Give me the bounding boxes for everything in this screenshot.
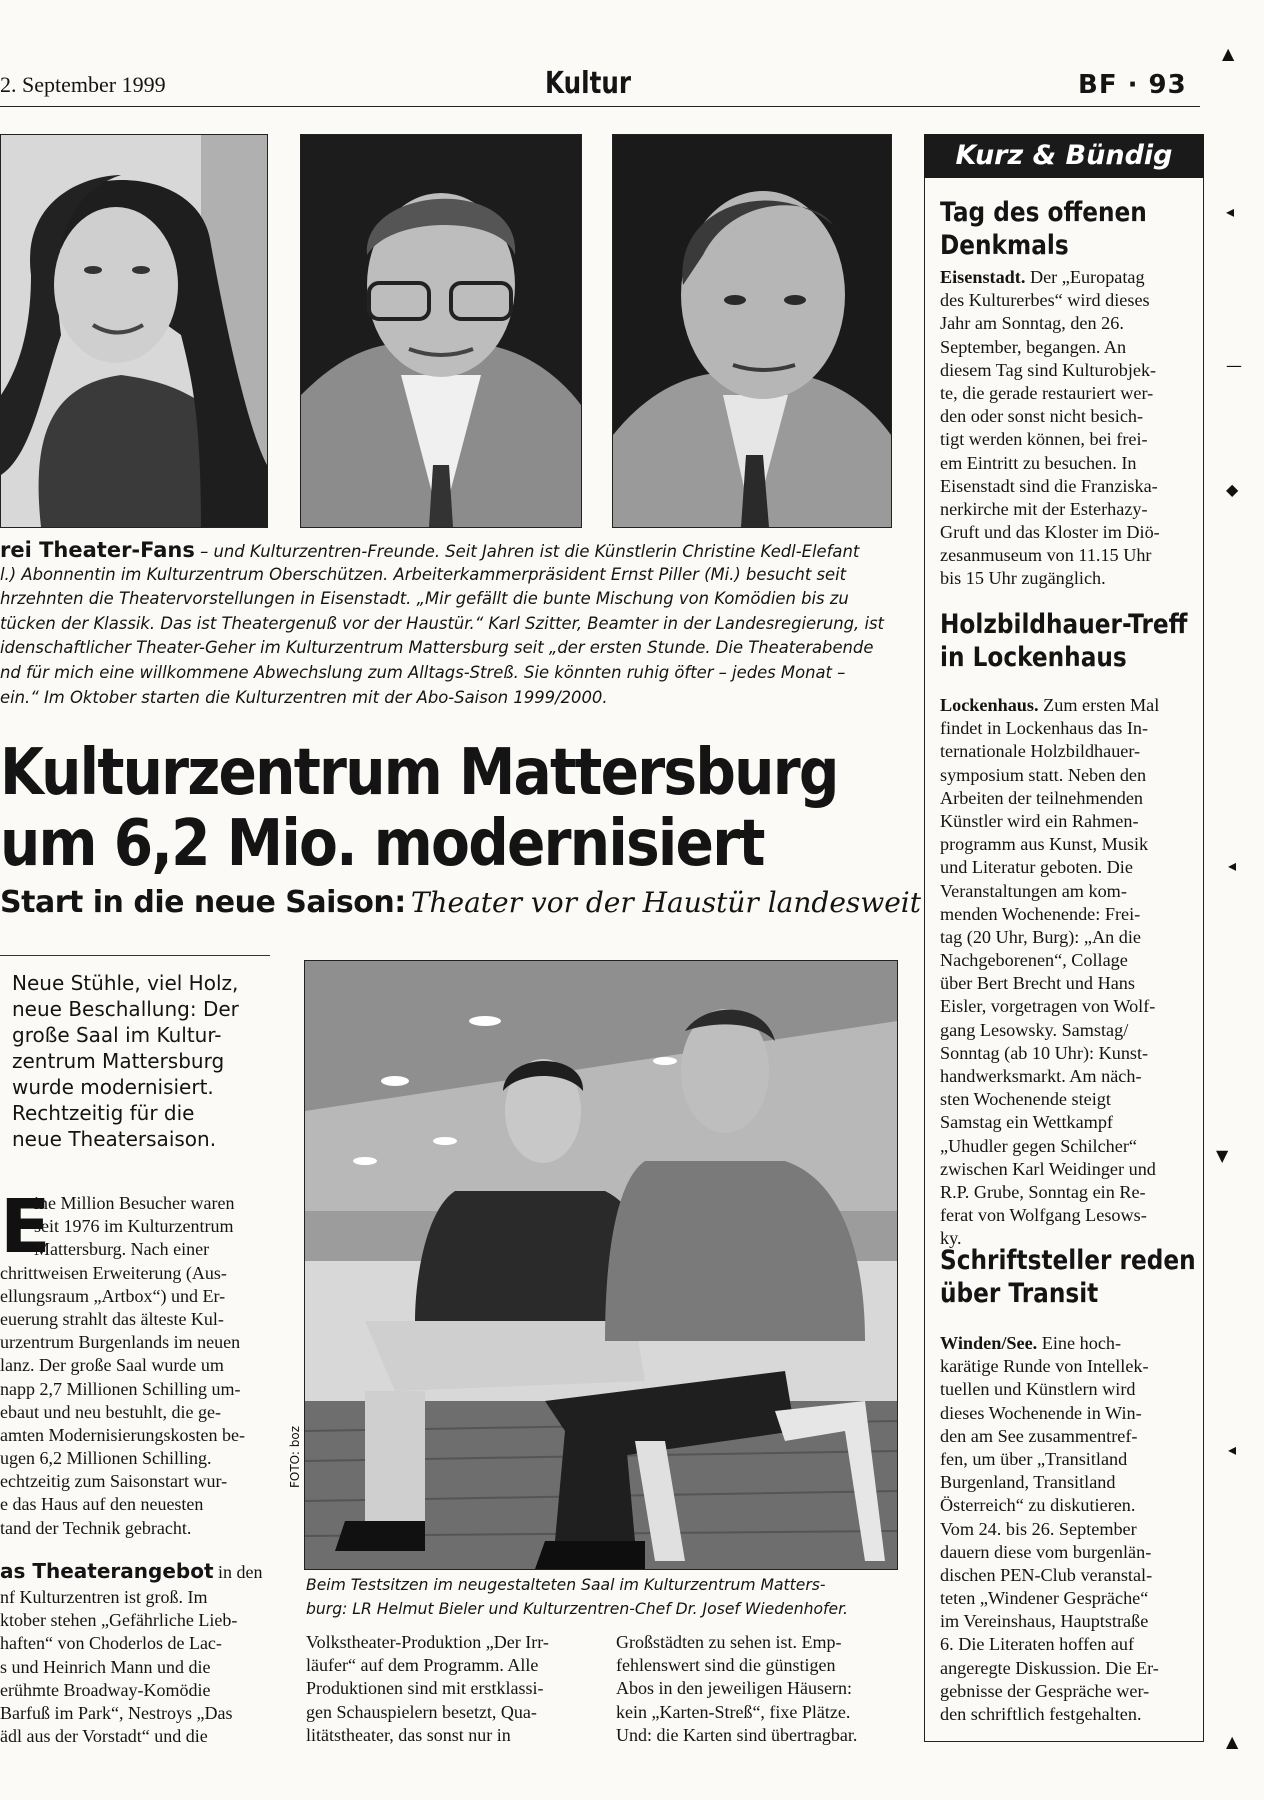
sidebar-line: Jahr am Sonntag, den 26.: [940, 313, 1124, 334]
intro-line: Neue Stühle, viel Holz,: [12, 971, 239, 995]
body-line: urzentrum Burgenlands im neuen: [0, 1332, 241, 1353]
sidebar-line: Künstler wird ein Rahmen-: [940, 810, 1139, 831]
section-title: Kultur: [545, 66, 631, 101]
sidebar-line: programm aus Kunst, Musik: [940, 834, 1149, 855]
sidebar-line: symposium statt. Neben den: [940, 764, 1147, 785]
body-line: ugen 6,2 Millionen Schilling.: [0, 1448, 212, 1469]
sidebar-line: dieses Wochenende in Win-: [940, 1402, 1142, 1423]
portrait-photo-man-checked-jacket: [612, 134, 892, 528]
sidebar-line: em Eintritt zu besuchen. In: [940, 452, 1137, 473]
body-line: tand der Technik gebracht.: [0, 1517, 192, 1538]
sidebar-line: und Literatur geboten. Die: [940, 857, 1133, 878]
body-line: lanz. Der große Saal wurde um: [0, 1355, 224, 1376]
body-line: nf Kulturzentren ist groß. Im: [0, 1587, 208, 1607]
subheadline: [0, 885, 921, 920]
article-column-3: [616, 1631, 906, 1747]
dropcap: E: [0, 1184, 51, 1270]
caption-line: idenschaftlicher Theater-Geher im Kulturzentrum Mattersburg seit „der ersten Stunde. Die Theaterabende: [0, 638, 874, 658]
sidebar-line: Veranstaltungen am kom-: [940, 880, 1127, 901]
headline-line-1: Kulturzentrum Mattersburg: [0, 736, 838, 810]
article-column-2: [306, 1631, 596, 1747]
sidebar-line: gebnisse der Gespräche wer-: [940, 1680, 1150, 1701]
sidebar-line: fen, um über „Transitland: [940, 1448, 1128, 1469]
body-line: ktober stehen „Gefährliche Lieb-: [0, 1610, 238, 1631]
caption-line: nd für mich eine willkommene Abwechslung zum Alltags-Streß. Sie könnten ruhig öfter – jedes Monat –: [0, 662, 846, 682]
body-line: gen Schauspielern besetzt, Qua-: [306, 1701, 537, 1722]
sidebar-line: Arbeiten der teilnehmenden: [940, 787, 1144, 808]
portrait-caption: [0, 538, 895, 710]
body-line: erühmte Broadway-Komödie: [0, 1679, 211, 1700]
sidebar-line: Österreich“ zu diskutieren.: [940, 1495, 1136, 1516]
margin-mark: —: [1226, 356, 1242, 375]
margin-mark: ◂: [1228, 856, 1237, 875]
sidebar-line: findet in Lockenhaus das In-: [940, 718, 1149, 739]
sidebar-line: den schriftlich festgehalten.: [940, 1704, 1142, 1724]
body-line: Und: die Karten sind übertragbar.: [616, 1724, 858, 1745]
intro-line: große Saal im Kultur-: [12, 1023, 222, 1047]
photo-caption-line: burg: LR Helmut Bieler und Kulturzentren-Chef Dr. Josef Wiedenhofer.: [306, 1600, 849, 1618]
sidebar-line: tigt werden können, bei frei-: [940, 429, 1148, 450]
sidebar-item-heading: in Lockenhaus: [940, 642, 1127, 673]
article-intro: [12, 970, 302, 1152]
body-line: Abos in den jeweiligen Häusern:: [616, 1678, 852, 1699]
sidebar-line: des Kulturerbes“ wird dieses: [940, 290, 1150, 311]
sidebar-line: ky.: [940, 1228, 962, 1249]
body-line: läufer“ auf dem Programm. Alle: [306, 1655, 539, 1676]
sidebar-title: Kurz & Bündig: [924, 134, 1204, 178]
portrait-photo-man-glasses: [300, 134, 582, 528]
sidebar-line: menden Wochenende: Frei-: [940, 903, 1141, 924]
sidebar-line: ternationale Holzbildhauer-: [940, 741, 1141, 762]
body-line: ädl aus der Vorstadt“ und die: [0, 1726, 208, 1747]
body-line: Produktionen sind mit erstklassi-: [306, 1678, 544, 1699]
sidebar-line: angeregte Diskussion. Die Er-: [940, 1657, 1159, 1678]
margin-mark: ▼: [1216, 1146, 1229, 1165]
sidebar-line: karätige Runde von Intellek-: [940, 1356, 1149, 1377]
sidebar-line: dischen PEN-Club veranstal-: [940, 1564, 1153, 1585]
sidebar-item-heading: über Transit: [940, 1278, 1099, 1309]
sidebar-item-heading: Denkmals: [940, 230, 1069, 261]
sidebar-line: Der „Europatag: [1025, 267, 1145, 287]
sidebar-item-heading: Schriftsteller reden: [940, 1245, 1196, 1276]
headline: [0, 738, 838, 880]
sidebar-line: „Uhudler gegen Schilcher“: [940, 1135, 1137, 1156]
sidebar-line: zwischen Karl Weidinger und: [940, 1158, 1156, 1179]
body-line: in den: [213, 1562, 263, 1582]
sidebar-item-denkmal: [940, 196, 1190, 591]
header-rule: [0, 106, 1200, 107]
body-line: litätstheater, das sonst nur in: [306, 1724, 511, 1745]
sidebar-line: tag (20 Uhr, Burg): „An die: [940, 926, 1141, 947]
sidebar-line: Samstag ein Wettkampf: [940, 1112, 1113, 1133]
margin-mark: ▲: [1222, 44, 1235, 63]
group-photo-caption: [306, 1573, 902, 1621]
sidebar-line: Gruft und das Kloster im Diö-: [940, 522, 1160, 543]
sidebar-line: teten „Windener Gespräche“: [940, 1588, 1149, 1609]
sidebar-item-schriftsteller: [940, 1244, 1196, 1726]
body-line: Großstädten zu sehen ist. Emp-: [616, 1632, 842, 1652]
sidebar-item-place: Lockenhaus.: [940, 695, 1039, 715]
sidebar-line: bis 15 Uhr zugänglich.: [940, 568, 1106, 589]
body-line: fehlenswert sind die günstigen: [616, 1655, 836, 1676]
sidebar-line: gang Lesowsky. Samstag/: [940, 1019, 1129, 1040]
photo-caption-line: Beim Testsitzen im neugestalteten Saal im Kulturzentrum Matters-: [306, 1576, 826, 1594]
sidebar-line: nerkirche mit der Esterhazy-: [940, 498, 1148, 519]
body-line: ine Million Besucher waren: [34, 1193, 235, 1213]
sidebar-item-holzbildhauer: [940, 608, 1190, 1251]
sidebar-item-heading: Holzbildhauer-Treff: [940, 609, 1188, 640]
caption-line: tücken der Klassik. Das ist Theatergenuß vor der Haustür.“ Karl Szitter, Beamter in der Landesregierung, ist: [0, 613, 884, 633]
article-column-1b: [0, 1560, 276, 1748]
portrait-photo-woman: [0, 134, 268, 528]
margin-mark: ◂: [1226, 202, 1235, 221]
subhead-rule: [0, 955, 270, 956]
body-line: echtzeitig zum Saisonstart wur-: [0, 1471, 228, 1492]
body-line: ellungsraum „Artbox“) und Er-: [0, 1285, 226, 1306]
body-line: haften“ von Choderlos de Lac-: [0, 1633, 222, 1654]
sidebar-line: im Vereinshaus, Hauptstraße: [940, 1611, 1149, 1632]
article-column-1: [0, 1184, 276, 1540]
sidebar-line: 6. Die Literaten hoffen auf: [940, 1634, 1135, 1655]
sidebar-line: den oder sonst nicht besich-: [940, 406, 1144, 427]
issue-date: 2. September 1999: [0, 72, 166, 97]
body-line: e das Haus auf den neuesten: [0, 1494, 204, 1515]
intro-line: zentrum Mattersburg: [12, 1049, 225, 1073]
sidebar-line: sten Wochenende steigt: [940, 1089, 1111, 1110]
sidebar-line: dauern diese vom burgenlän-: [940, 1541, 1152, 1562]
sidebar-line: Burgenland, Transitland: [940, 1472, 1116, 1493]
sidebar-line: den am See zusammentref-: [940, 1425, 1138, 1446]
intro-line: wurde modernisiert.: [12, 1075, 214, 1099]
caption-line: l.) Abonnentin im Kulturzentrum Oberschützen. Arbeiterkammerpräsident Ernst Piller (Mi.) besucht seit: [0, 564, 847, 584]
sidebar-line: Vom 24. bis 26. September: [940, 1518, 1137, 1539]
sidebar-line: diesem Tag sind Kulturobjek-: [940, 359, 1157, 380]
body-line: Mattersburg. Nach einer: [34, 1239, 210, 1260]
margin-mark: ◆: [1226, 480, 1239, 499]
margin-mark: ▲: [1226, 1732, 1239, 1751]
body-line: napp 2,7 Millionen Schilling um-: [0, 1378, 241, 1399]
intro-line: neue Beschallung: Der: [12, 997, 239, 1021]
sidebar-line: Nachgeborenen“, Collage: [940, 950, 1128, 971]
body-line: chrittweisen Erweiterung (Aus-: [0, 1262, 227, 1283]
margin-mark: ◂: [1228, 1440, 1237, 1459]
sidebar-line: September, begangen. An: [940, 336, 1127, 357]
body-line: amten Modernisierungskosten be-: [0, 1424, 245, 1445]
sidebar-line: ferat von Wolfgang Lesows-: [940, 1205, 1147, 1226]
intro-line: neue Theatersaison.: [12, 1127, 217, 1151]
body-line: s und Heinrich Mann und die: [0, 1656, 211, 1677]
sidebar-item-heading: Tag des offenen: [940, 197, 1147, 228]
sidebar-line: Sonntag (ab 10 Uhr): Kunst-: [940, 1042, 1149, 1063]
sidebar-line: te, die gerade restauriert wer-: [940, 382, 1154, 403]
headline-line-2: um 6,2 Mio. modernisiert: [0, 807, 764, 881]
subheadline-bold: Start in die neue Saison:: [0, 885, 406, 920]
intro-line: Rechtzeitig für die: [12, 1101, 195, 1125]
sidebar-item-place: Winden/See.: [940, 1333, 1038, 1353]
sidebar-line: R.P. Grube, Sonntag ein Re-: [940, 1181, 1146, 1202]
caption-line: ein.“ Im Oktober starten die Kulturzentren mit der Abo-Saison 1999/2000.: [0, 687, 608, 707]
caption-line: hrzehnten die Theatervorstellungen in Eisenstadt. „Mir gefällt die bunte Mischung von Komödien bis zu: [0, 589, 849, 609]
body-line: seit 1976 im Kulturzentrum: [34, 1216, 234, 1237]
sidebar-line: Eisler, vorgetragen von Wolf-: [940, 996, 1156, 1017]
sidebar-line: handwerksmarkt. Am näch-: [940, 1066, 1142, 1086]
sidebar-line: Eisenstadt sind die Franziska-: [940, 475, 1158, 496]
body-line: euerung strahlt das älteste Kul-: [0, 1308, 224, 1329]
sidebar-item-place: Eisenstadt.: [940, 267, 1026, 287]
sidebar-line: zesanmuseum von 11.15 Uhr: [940, 545, 1152, 566]
body-line: kein „Karten-Streß“, fixe Plätze.: [616, 1701, 851, 1722]
body-line: Volkstheater-Produktion „Der Irr-: [306, 1632, 549, 1652]
caption-lead: rei Theater-Fans: [0, 538, 195, 562]
sidebar-line: Eine hoch-: [1037, 1333, 1122, 1353]
subheadline-italic: Theater vor der Haustür landesweit: [410, 886, 922, 919]
group-photo: [304, 960, 898, 1570]
sidebar-line: über Bert Brecht und Hans: [940, 973, 1135, 994]
body-line: Barfuß im Park“, Nestroys „Das: [0, 1702, 233, 1723]
sidebar-line: tuellen und Künstlern wird: [940, 1379, 1136, 1400]
paragraph-lead: as Theaterangebot: [0, 1559, 214, 1583]
caption-line: – und Kulturzentren-Freunde. Seit Jahren ist die Künstlerin Christine Kedl-Elefant: [200, 542, 860, 561]
body-line: ebaut und neu bestuhlt, die ge-: [0, 1401, 221, 1422]
sidebar-line: Zum ersten Mal: [1038, 695, 1160, 715]
page-number: BF · 93: [1078, 70, 1187, 100]
photo-credit: FOTO: boz: [288, 1425, 302, 1488]
